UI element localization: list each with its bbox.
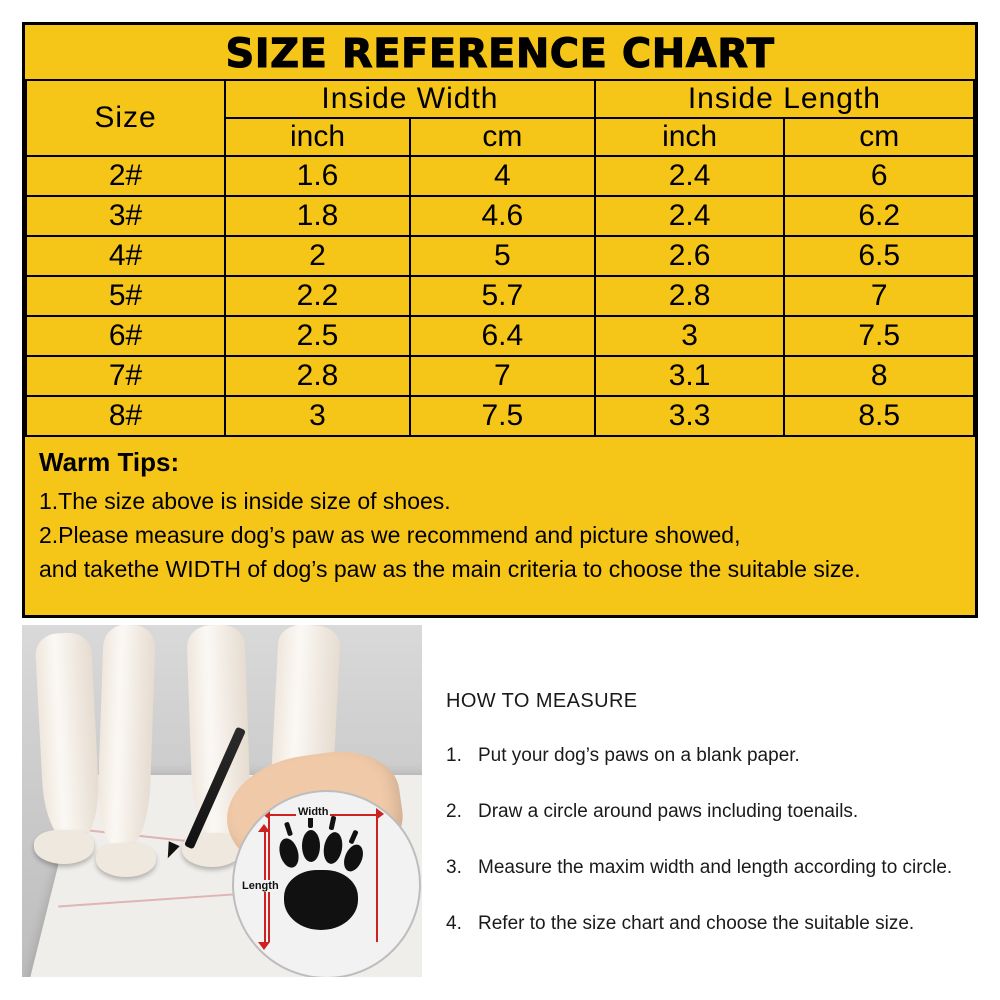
cell-width-inch: 1.8 (225, 196, 410, 236)
table-row (26, 356, 974, 396)
cell-width-cm: 4.6 (410, 196, 595, 236)
how-to-measure-title: HOW TO MEASURE (446, 690, 638, 712)
paw-toe-icon (276, 836, 302, 870)
warm-tips-line: 1.The size above is inside size of shoes. (39, 488, 451, 514)
table-row (26, 276, 974, 316)
cell-length-inch: 2.6 (595, 236, 785, 276)
list-item (446, 743, 986, 769)
cell-width-cm: 5.7 (410, 276, 595, 316)
cell-size: 7# (26, 356, 225, 396)
cell-width-inch: 2.8 (225, 356, 410, 396)
dog-paw (34, 830, 94, 864)
paw-pad-icon (284, 870, 358, 930)
measure-photo (22, 625, 422, 977)
toenail-icon (284, 822, 293, 837)
header-inside-length: Inside Length (595, 80, 974, 118)
table-row (26, 196, 974, 236)
cell-length-cm: 6.2 (784, 196, 974, 236)
paw-toe-icon (340, 842, 366, 874)
cell-width-inch: 2.5 (225, 316, 410, 356)
arrow-down-icon (258, 942, 270, 950)
list-item (446, 855, 986, 881)
cell-width-cm: 4 (410, 156, 595, 196)
toenail-icon (348, 830, 358, 845)
step-text: Put your dog’s paws on a blank paper. (478, 745, 800, 766)
cell-width-inch: 2.2 (225, 276, 410, 316)
table-row (26, 156, 974, 196)
step-number: 2. (446, 801, 462, 822)
warm-tips-line: and takethe WIDTH of dog’s paw as the main criteria to choose the suitable size. (39, 556, 861, 582)
cell-size: 5# (26, 276, 225, 316)
size-reference-chart (22, 22, 978, 618)
table-header-row (26, 80, 974, 118)
cell-width-cm: 7.5 (410, 396, 595, 436)
cell-size: 8# (26, 396, 225, 436)
cell-size: 2# (26, 156, 225, 196)
paw-measure-diagram (232, 790, 421, 977)
cell-width-cm: 6.4 (410, 316, 595, 356)
cell-length-cm: 7.5 (784, 316, 974, 356)
header-length-cm: cm (784, 118, 974, 156)
cell-length-inch: 2.4 (595, 156, 785, 196)
cell-length-inch: 3 (595, 316, 785, 356)
dog-paw (96, 843, 156, 877)
cell-length-inch: 2.8 (595, 276, 785, 316)
cell-width-inch: 3 (225, 396, 410, 436)
how-to-measure (446, 690, 986, 967)
header-length-inch: inch (595, 118, 785, 156)
length-label: Length (242, 880, 279, 892)
arrow-up-icon (258, 824, 270, 832)
list-item (446, 799, 986, 825)
table-row (26, 316, 974, 356)
header-width-inch: inch (225, 118, 410, 156)
cell-width-inch: 1.6 (225, 156, 410, 196)
step-number: 4. (446, 913, 462, 934)
cell-length-inch: 2.4 (595, 196, 785, 236)
chart-title: SIZE REFERENCE CHART (225, 31, 775, 77)
cell-length-inch: 3.1 (595, 356, 785, 396)
header-size: Size (26, 80, 225, 156)
width-extent-left (268, 814, 270, 942)
step-text: Draw a circle around paws including toenails. (478, 801, 859, 822)
cell-length-cm: 8 (784, 356, 974, 396)
size-table (25, 79, 975, 437)
warm-tips-line: 2.Please measure dog’s paw as we recommend and picture showed, (39, 522, 741, 548)
header-inside-width: Inside Width (225, 80, 595, 118)
cell-length-cm: 8.5 (784, 396, 974, 436)
cell-size: 3# (26, 196, 225, 236)
cell-width-inch: 2 (225, 236, 410, 276)
cell-size: 4# (26, 236, 225, 276)
table-row (26, 396, 974, 436)
list-item (446, 911, 986, 937)
width-extent-right (376, 814, 378, 942)
step-text: Measure the maxim width and length according to circle. (478, 857, 953, 878)
step-number: 1. (446, 745, 462, 766)
warm-tips-title: Warm Tips: (39, 447, 180, 477)
table-row (26, 236, 974, 276)
paw-toe-icon (302, 830, 320, 862)
cell-length-cm: 7 (784, 276, 974, 316)
cell-width-cm: 7 (410, 356, 595, 396)
step-number: 3. (446, 857, 462, 878)
cell-length-cm: 6 (784, 156, 974, 196)
cell-length-cm: 6.5 (784, 236, 974, 276)
cell-length-inch: 3.3 (595, 396, 785, 436)
header-width-cm: cm (410, 118, 595, 156)
width-label: Width (298, 806, 329, 818)
step-text: Refer to the size chart and choose the suitable size. (478, 913, 915, 934)
paw-toe-icon (321, 831, 344, 866)
cell-size: 6# (26, 316, 225, 356)
warm-tips (25, 437, 975, 586)
cell-width-cm: 5 (410, 236, 595, 276)
